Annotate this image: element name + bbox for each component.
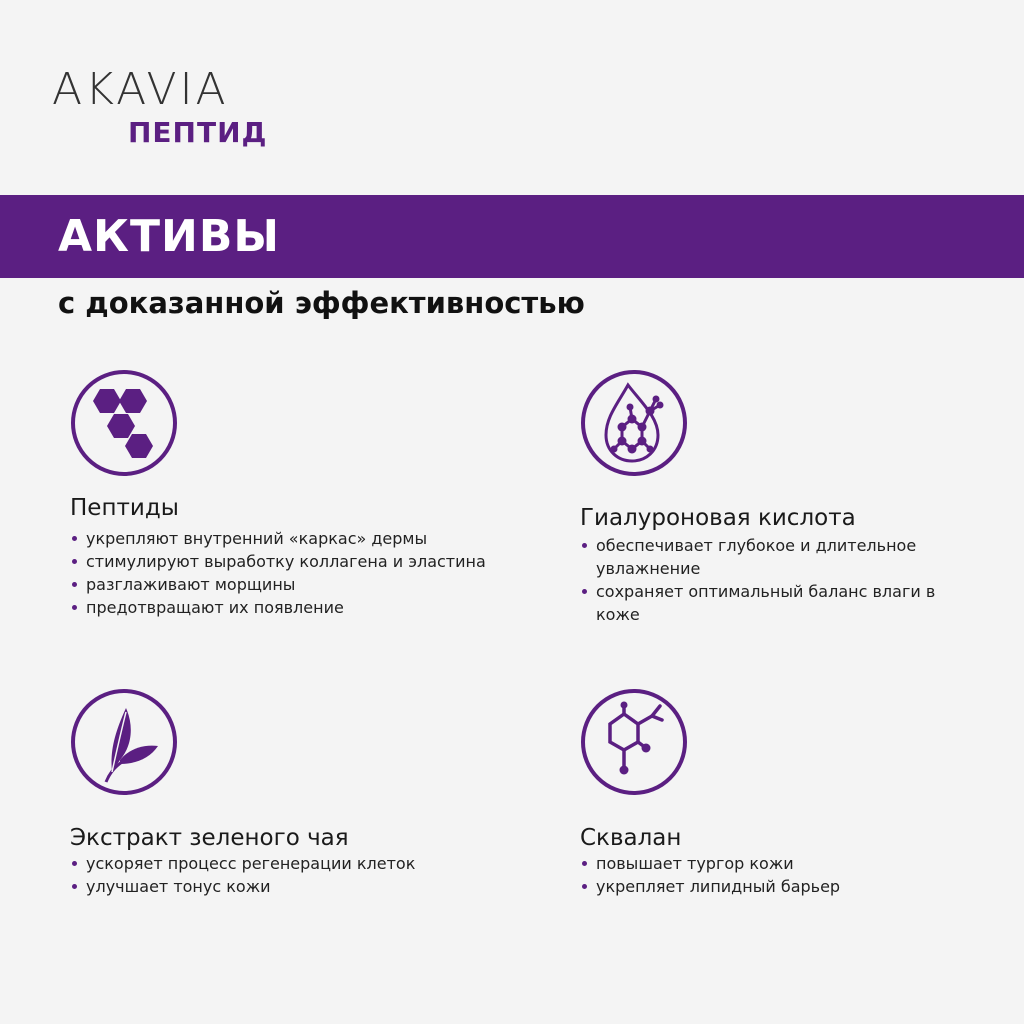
list-item: разглаживают морщины [70,573,486,596]
list-item: укрепляют внутренний «каркас» дермы [70,527,486,550]
list-item: улучшает тонус кожи [70,875,415,898]
list-item: повышает тургор кожи [580,852,840,875]
list-item: укрепляет липидный барьер [580,875,840,898]
brand-logo [52,64,268,149]
subtitle: с доказанной эффективностью [58,286,585,320]
hyaluronic-bullets [580,534,960,626]
item-title-green-tea: Экстракт зеленого чая [70,825,349,851]
brand-name: AKAVIA [52,64,229,115]
squalane-bullets [580,852,840,898]
molecule-structure-icon [580,688,688,796]
tea-leaf-icon [70,688,178,796]
banner [0,195,1024,278]
list-item: сохраняет оптимальный баланс влаги в коже [580,580,961,626]
item-title-hyaluronic-acid: Гиалуроновая кислота [580,505,856,531]
item-title-squalane: Сквалан [580,825,682,851]
molecule-drop-icon [580,369,688,477]
hexagons-icon [70,369,178,477]
banner-title: АКТИВЫ [58,211,280,262]
list-item: предотвращают их появление [70,596,486,619]
brand-subname: ПЕПТИД [128,116,268,149]
list-item: обеспечивает глубокое и длительное увлажнение [580,534,951,580]
green-tea-bullets [70,852,415,898]
item-title-peptides: Пептиды [70,495,179,521]
peptides-bullets [70,527,486,619]
list-item: ускоряет процесс регенерации клеток [70,852,415,875]
list-item: стимулируют выработку коллагена и эластина [70,550,486,573]
